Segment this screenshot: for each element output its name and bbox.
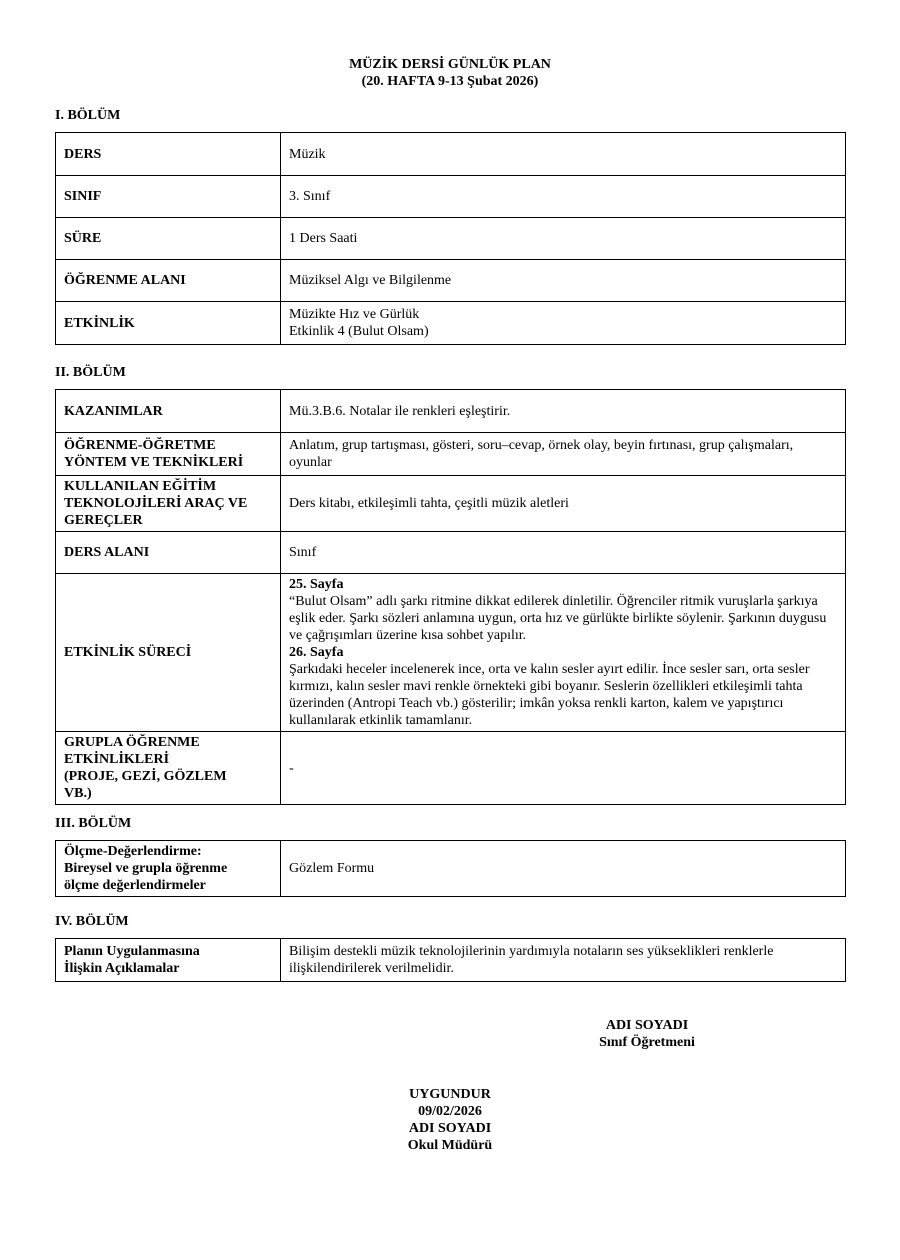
page-26-text: Şarkıdaki heceler incelenerek ince, orta ve kalın sesler ayırt edilir. İnce sesler sarı, orta sesler kırmızı, kalın sesler mavi renkle örnekteki gibi boyanır. Seslerin özellikleri etkileşimli tahta üzerinden (Antropi Teach vb.) gösterilir; imkân yoksa renkli karton, kalem ve yapıştırıcı kullanılarak etkinlik tamamlanır. [289, 662, 810, 728]
label-line: Bireysel ve grupla öğrenme [64, 861, 228, 876]
table-row [56, 260, 846, 302]
row-value: Sınıf [281, 532, 846, 574]
section-4-heading: IV. BÖLÜM [55, 914, 129, 929]
principal-title: Okul Müdürü [407, 1138, 493, 1153]
section-1-table [55, 132, 846, 345]
row-label: ÖĞRENME ALANI [56, 260, 281, 302]
label-line: TEKNOLOJİLERİ ARAÇ VE [64, 496, 248, 511]
row-value: Bilişim destekli müzik teknolojilerinin yardımıyla notaların ses yükseklikleri renklerle ilişkilendirilerek verilmelidir. [281, 939, 846, 982]
table-row [56, 476, 846, 532]
table-row [56, 574, 846, 732]
page-25-text: “Bulut Olsam” adlı şarkı ritmine dikkat edilerek dinletilir. Öğrenciler ritmik vuruşlarla şarkıya eşlik eder. Şarkı sözleri anlamına uygun, orta hız ve gürlükte birlikte söylenir. Şarkının duygusu ve çağrışımları üzerine kısa sohbet yapılır. [289, 594, 827, 643]
row-value [281, 302, 846, 345]
label-line: GEREÇLER [64, 513, 143, 528]
section-3-table [55, 840, 846, 897]
row-value: Ders kitabı, etkileşimli tahta, çeşitli müzik aletleri [281, 476, 846, 532]
row-label [56, 732, 281, 805]
activity-number: Etkinlik 4 (Bulut Olsam) [289, 324, 429, 339]
teacher-name: ADI SOYADI [605, 1018, 689, 1033]
table-row [56, 841, 846, 897]
table-row [56, 133, 846, 176]
approval-date: 09/02/2026 [418, 1104, 482, 1119]
row-label [56, 939, 281, 982]
table-row [56, 302, 846, 345]
row-label [56, 476, 281, 532]
label-line: Planın Uygulanmasına [64, 944, 200, 959]
row-label: SINIF [56, 176, 281, 218]
row-value: 1 Ders Saati [281, 218, 846, 260]
section-4-table [55, 938, 846, 982]
label-line: Ölçme-Değerlendirme: [64, 844, 202, 859]
row-label: ETKİNLİK SÜRECİ [56, 574, 281, 732]
title-line-1: MÜZİK DERSİ GÜNLÜK PLAN [349, 57, 551, 72]
teacher-signature [557, 1017, 737, 1051]
label-line: ETKİNLİKLERİ [64, 752, 170, 767]
table-row [56, 532, 846, 574]
table-row [56, 433, 846, 476]
label-line: ÖĞRENME-ÖĞRETME [64, 438, 216, 453]
label-line: İlişkin Açıklamalar [64, 961, 180, 976]
row-value: - [281, 732, 846, 805]
row-value: Müzik [281, 133, 846, 176]
label-line: (PROJE, GEZİ, GÖZLEM [64, 769, 227, 784]
activity-name: Müzikte Hız ve Gürlük [289, 307, 420, 322]
table-row [56, 176, 846, 218]
row-value: Müziksel Algı ve Bilgilenme [281, 260, 846, 302]
label-line: ölçme değerlendirmeler [64, 878, 206, 893]
principal-approval [350, 1086, 550, 1154]
row-label: SÜRE [56, 218, 281, 260]
title-line-2: (20. HAFTA 9-13 Şubat 2026) [361, 74, 539, 89]
section-2-heading: II. BÖLÜM [55, 365, 126, 380]
principal-name: ADI SOYADI [408, 1121, 492, 1136]
table-row [56, 390, 846, 433]
row-label [56, 841, 281, 897]
teacher-title: Sınıf Öğretmeni [599, 1035, 695, 1050]
section-1-heading: I. BÖLÜM [55, 108, 121, 123]
page-title [0, 56, 900, 90]
row-value: 3. Sınıf [281, 176, 846, 218]
activity-process [281, 574, 846, 732]
section-2-table [55, 389, 846, 805]
page-25-title: 25. Sayfa [289, 577, 344, 592]
row-label: DERS ALANI [56, 532, 281, 574]
row-label: ETKİNLİK [56, 302, 281, 345]
page-26-title: 26. Sayfa [289, 645, 344, 660]
row-value: Anlatım, grup tartışması, gösteri, soru–cevap, örnek olay, beyin fırtınası, grup çalışmaları, oyunlar [281, 433, 846, 476]
row-value: Mü.3.B.6. Notalar ile renkleri eşleştirir. [281, 390, 846, 433]
row-value: Gözlem Formu [281, 841, 846, 897]
label-line: YÖNTEM VE TEKNİKLERİ [64, 455, 244, 470]
table-row [56, 218, 846, 260]
row-label [56, 433, 281, 476]
label-line: GRUPLA ÖĞRENME [64, 735, 200, 750]
row-label: KAZANIMLAR [56, 390, 281, 433]
section-3-heading: III. BÖLÜM [55, 816, 132, 831]
table-row [56, 732, 846, 805]
row-label: DERS [56, 133, 281, 176]
approval-status: UYGUNDUR [409, 1087, 491, 1102]
label-line: KULLANILAN EĞİTİM [64, 479, 217, 494]
table-row [56, 939, 846, 982]
label-line: VB.) [64, 786, 92, 801]
